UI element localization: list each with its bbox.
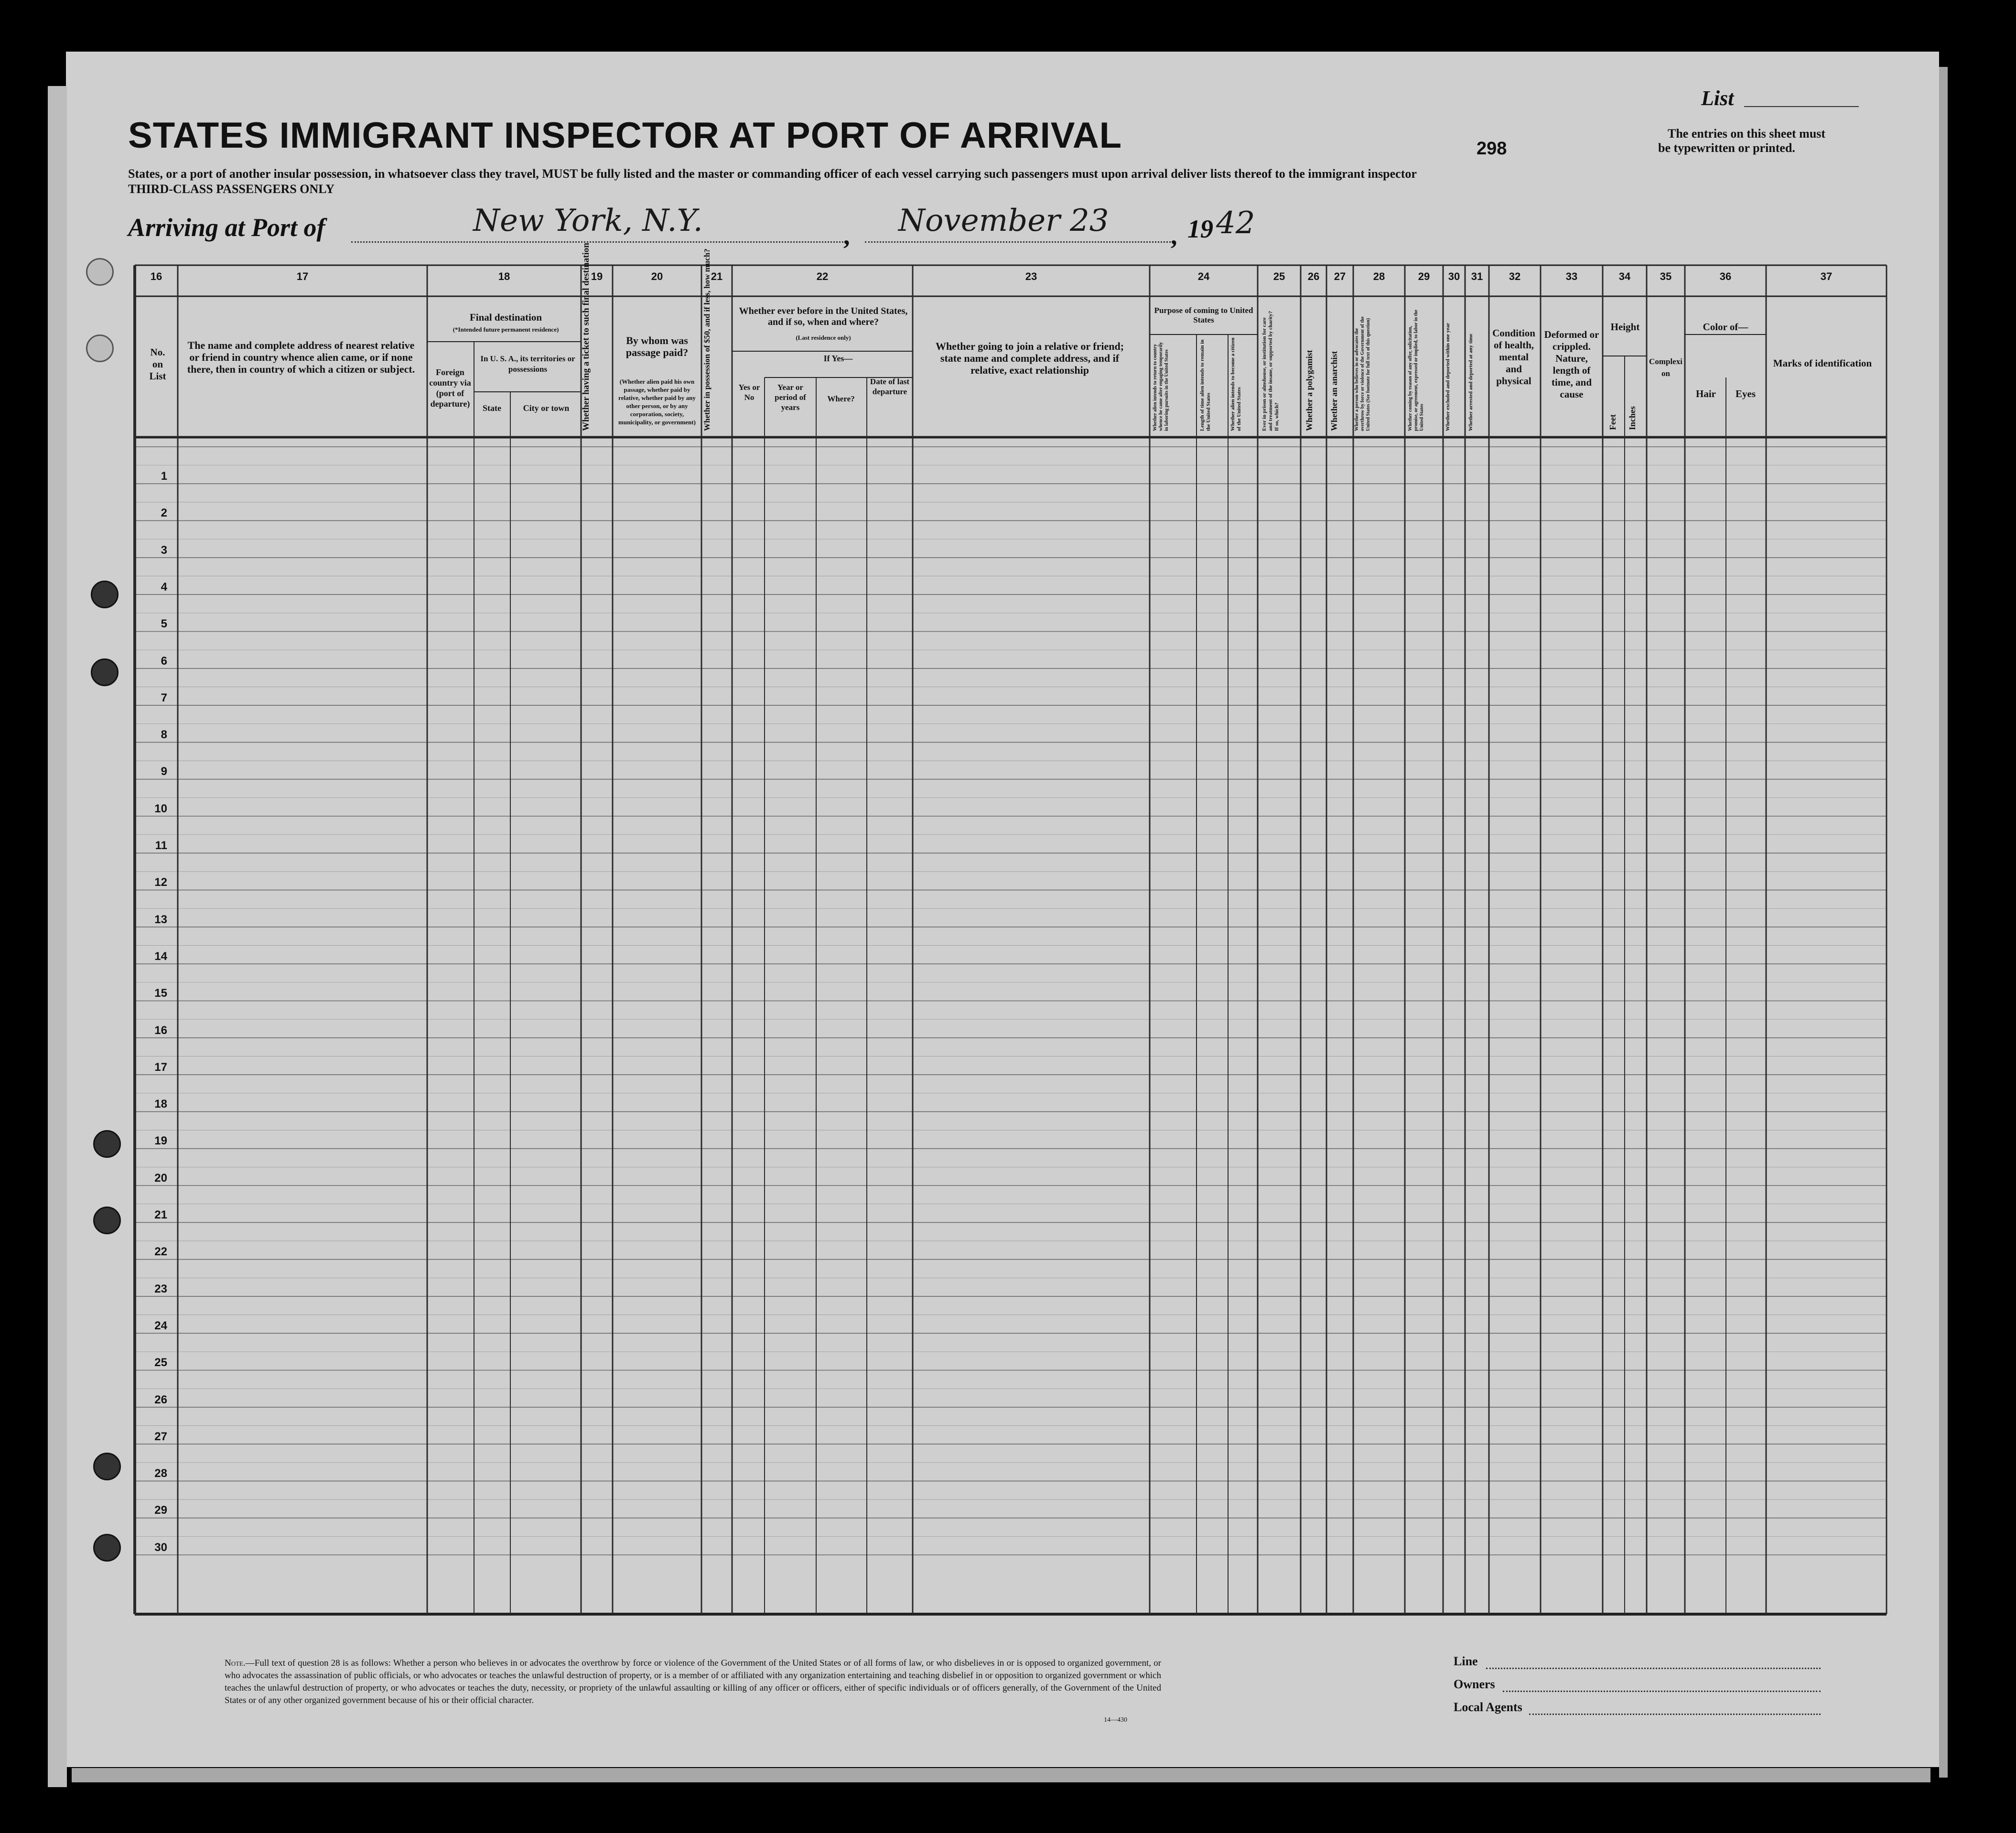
column-number: 34 bbox=[1618, 270, 1631, 282]
footnote-label: Note. bbox=[225, 1658, 246, 1668]
row-number: 1 bbox=[161, 470, 167, 483]
row-number: 23 bbox=[154, 1282, 167, 1295]
arrival-label: Arriving at Port of bbox=[128, 213, 325, 242]
header-city-or-town: City or town bbox=[523, 403, 570, 413]
header-eyes: Eyes bbox=[1736, 388, 1756, 399]
column-number: 28 bbox=[1373, 270, 1385, 282]
line-label: Line bbox=[1454, 1654, 1478, 1668]
row-number: 10 bbox=[154, 802, 167, 815]
instructions-text: States, or a port of another insular possession, in whatsoever class they travel, MUST be fully listed and the master or commanding officer of each vessel carrying such passengers must upon arrival deliver lists thereof to the immigrant inspector bbox=[128, 167, 1417, 181]
row-number: 29 bbox=[154, 1504, 167, 1517]
header-joining-relative: Whether going to join a relative or friend; state name and complete address, and if relative, exact relationship bbox=[935, 340, 1124, 376]
arrival-date: November 23 bbox=[898, 203, 1109, 238]
arrival-comma: , bbox=[1171, 221, 1177, 250]
class-line: THIRD-CLASS PASSENGERS ONLY bbox=[128, 182, 335, 196]
header-height: Height bbox=[1610, 321, 1640, 333]
header-if-yes: If Yes— bbox=[823, 354, 853, 363]
header-yes-or-no: Yes or No bbox=[738, 383, 760, 402]
row-number: 9 bbox=[161, 765, 167, 778]
arrival-year-prefix: 19 bbox=[1187, 215, 1213, 243]
column-number: 26 bbox=[1307, 270, 1320, 282]
header-polygamist: Whether a polygamist bbox=[1304, 350, 1314, 431]
header-passage-paid-note: (Whether alien paid his own passage, whether paid by relative, whether paid by any other person, or by any corporation, society, municipality, or government) bbox=[618, 378, 696, 426]
row-number: 30 bbox=[154, 1541, 167, 1554]
header-question-28: Whether a person who believes in or advocates the overthrow by force or violence of the Government of the United States (See footnote for full text of this question) bbox=[1354, 316, 1371, 431]
header-anarchist: Whether an anarchist bbox=[1329, 351, 1339, 431]
list-label: List bbox=[1701, 86, 1734, 110]
column-number: 29 bbox=[1418, 270, 1430, 282]
column-number: 37 bbox=[1820, 270, 1833, 282]
arrival-year: 42 bbox=[1216, 205, 1255, 241]
row-number: 18 bbox=[154, 1098, 167, 1111]
column-number: 27 bbox=[1334, 270, 1346, 282]
header-hair: Hair bbox=[1696, 388, 1716, 399]
row-number: 21 bbox=[154, 1208, 167, 1221]
row-number: 19 bbox=[154, 1134, 167, 1148]
row-number: 2 bbox=[161, 507, 167, 520]
row-number: 3 bbox=[161, 543, 167, 557]
header-deformed-crippled: Deformed or crippled. Nature, length of time, and cause bbox=[1544, 329, 1599, 400]
column-number: 17 bbox=[296, 270, 309, 282]
row-number: 24 bbox=[154, 1319, 167, 1332]
row-number: 14 bbox=[154, 949, 167, 963]
header-purpose-return: Whether alien intends to return to country whence he came after engaging temporarily in laboring pursuits in the United States bbox=[1153, 342, 1169, 431]
row-number: 16 bbox=[154, 1024, 167, 1037]
header-passage-paid: By whom was passage paid? bbox=[625, 334, 689, 358]
column-number: 21 bbox=[711, 270, 723, 282]
page-title: STATES IMMIGRANT INSPECTOR AT PORT OF ARRIVAL bbox=[128, 115, 1122, 156]
row-number: 7 bbox=[161, 691, 167, 704]
column-number: 32 bbox=[1509, 270, 1521, 282]
header-marks-of-identification: Marks of identification bbox=[1773, 357, 1872, 369]
header-in-usa: In U. S. A., its territories or possessions bbox=[480, 354, 575, 374]
header-nearest-relative: The name and complete address of nearest relative or friend in country whence alien came, or if none there, then in country of which a citizen or subject. bbox=[187, 339, 415, 375]
header-complexion: Complexion bbox=[1649, 357, 1682, 378]
local-agents-label: Local Agents bbox=[1454, 1700, 1522, 1714]
header-become-citizen: Whether alien intends to become a citizen of the United States bbox=[1230, 337, 1242, 431]
column-number: 22 bbox=[816, 270, 829, 282]
row-number: 15 bbox=[154, 987, 167, 1000]
row-number: 5 bbox=[161, 617, 167, 631]
header-where: Where? bbox=[827, 394, 855, 403]
arrival-port: New York, N.Y. bbox=[473, 203, 703, 238]
entries-note-line-1: The entries on this sheet must bbox=[1668, 127, 1826, 140]
header-prison-almshouse: Ever in prison or almshouse, or institution for care and treatment of the insane, or supported by charity? If so, which? bbox=[1261, 311, 1280, 431]
arrival-comma: , bbox=[843, 221, 850, 250]
header-final-destination: Final destination bbox=[469, 312, 542, 323]
header-departure-date: Date of last departure bbox=[870, 377, 910, 396]
row-number: 25 bbox=[154, 1356, 167, 1369]
header-labor-offer: Whether coming by reason of any offer, solicitation, promise, or agreement, expressed or implied, to labor in the United States bbox=[1408, 310, 1424, 431]
column-number: 33 bbox=[1565, 270, 1578, 282]
column-number: 23 bbox=[1025, 270, 1037, 282]
footnote-text: —Full text of question 28 is as follows: Whether a person who believes in or advocates the overthrow by force or violence of the Government of the United States or of all forms of law, or who disbelieves in or is opposed to organized government, or who advocates the assassination of public officials, or who advocates or teaches the unlawful destruction of property, or is a member of or affiliated with any organization entertaining and teaching disbelief in or opposition to organized government or which teaches the unlawful destruction of property, or who advocates or teaches the duty, necessity, or propriety of the unlawful assaulting or killing of any officer or officers, either of specific individuals or of officers generally, of the Government of the United States or of any other organized government because of his or their official character. bbox=[225, 1658, 1161, 1705]
column-number: 24 bbox=[1197, 270, 1210, 282]
column-number: 16 bbox=[150, 270, 162, 282]
entries-note-line-2: be typewritten or printed. bbox=[1658, 141, 1795, 155]
column-number: 36 bbox=[1719, 270, 1732, 282]
header-years: Year or period of years bbox=[775, 383, 806, 412]
row-number: 11 bbox=[155, 839, 167, 852]
line-field-line bbox=[1486, 1668, 1821, 1669]
header-foreign-country: Foreign country via (port of departure) bbox=[429, 367, 471, 409]
row-number: 28 bbox=[154, 1467, 167, 1480]
row-number: 13 bbox=[154, 913, 167, 926]
owners-label: Owners bbox=[1454, 1677, 1495, 1691]
row-number: 17 bbox=[154, 1060, 167, 1074]
agents-field-line bbox=[1529, 1714, 1821, 1715]
owners-field-line bbox=[1503, 1691, 1821, 1692]
row-number: 4 bbox=[161, 580, 167, 593]
row-number: 27 bbox=[154, 1430, 167, 1443]
header-final-destination-note: (*Intended future permanent residence) bbox=[453, 326, 559, 333]
header-last-residence: (Last residence only) bbox=[796, 334, 851, 341]
row-number: 12 bbox=[154, 876, 167, 889]
form-code: 14—430 bbox=[1104, 1716, 1127, 1724]
header-fifty-dollars: Whether in possession of $50, and if less, how much? bbox=[702, 248, 712, 431]
header-arrested-deported: Whether arrested and deported at any time bbox=[1468, 334, 1474, 431]
row-number: 8 bbox=[161, 728, 167, 742]
header-ticket: Whether having a ticket to such final destination bbox=[581, 243, 591, 431]
header-inches: Inches bbox=[1628, 406, 1637, 430]
header-color-of: Color of— bbox=[1703, 321, 1748, 333]
column-number: 25 bbox=[1273, 270, 1285, 282]
header-length-of-stay: Length of time alien intends to remain in the United States bbox=[1199, 339, 1211, 431]
column-number: 20 bbox=[651, 270, 663, 282]
column-number: 18 bbox=[498, 270, 510, 282]
header-feet: Feet bbox=[1608, 414, 1617, 430]
column-number: 30 bbox=[1448, 270, 1460, 282]
header-condition-of-health: Condition of health, mental and physical bbox=[1492, 327, 1535, 387]
row-number: 20 bbox=[154, 1171, 167, 1185]
row-number: 22 bbox=[154, 1245, 167, 1259]
row-number: 26 bbox=[154, 1393, 167, 1406]
header-excluded-deported: Whether excluded and deported within one year bbox=[1445, 323, 1451, 431]
header-purpose: Purpose of coming to United States bbox=[1154, 306, 1253, 324]
header-ever-before-in-us: Whether ever before in the United States, and if so, when and where? bbox=[739, 306, 908, 327]
column-number: 31 bbox=[1471, 270, 1483, 282]
header-state: State bbox=[483, 403, 501, 413]
column-number: 35 bbox=[1660, 270, 1672, 282]
sheet-number: 298 bbox=[1477, 139, 1507, 159]
row-number: 6 bbox=[161, 654, 167, 668]
header-no-on-list: No. on List bbox=[149, 346, 166, 382]
column-number: 19 bbox=[591, 270, 603, 282]
footnote bbox=[225, 1657, 1161, 1707]
